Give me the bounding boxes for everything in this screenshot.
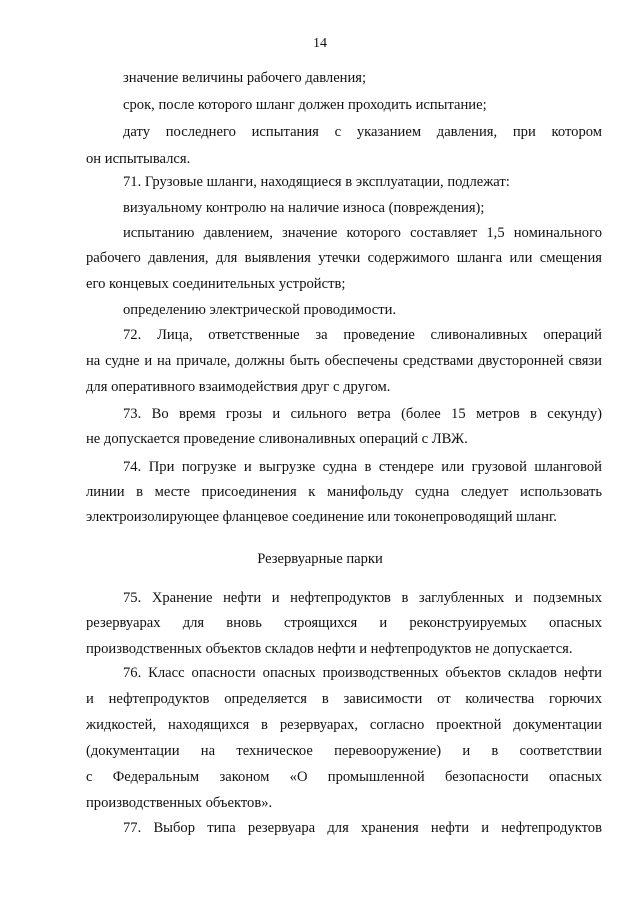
text-line: определению электрической проводимости. — [123, 302, 397, 318]
text-line: 72. Лица, ответственные за проведение сливоналивных операций — [123, 327, 602, 343]
text-line: (документации на техническое перевооружение) и в соответствии — [86, 743, 602, 759]
text-line: 76. Класс опасности опасных производственных объектов складов нефти — [123, 665, 602, 681]
text-line: испытанию давлением, значение которого составляет 1,5 номинального — [123, 225, 602, 241]
text-line: 77. Выбор типа резервуара для хранения нефти и нефтепродуктов — [123, 820, 602, 836]
text-line: 75. Хранение нефти и нефтепродуктов в заглубленных и подземных — [123, 590, 602, 606]
text-line: 73. Во время грозы и сильного ветра (более 15 метров в секунду) — [123, 406, 602, 422]
text-line: не допускается проведение сливоналивных операций с ЛВЖ. — [86, 431, 468, 447]
text-line: дату последнего испытания с указанием давления, при котором — [123, 124, 602, 140]
text-line: производственных объектов». — [86, 795, 273, 811]
page-number: 14 — [313, 36, 327, 51]
text-line: резервуарах для вновь строящихся и реконструируемых опасных — [86, 615, 602, 631]
text-line: его концевых соединительных устройств; — [86, 276, 346, 292]
text-line: с Федеральным законом «О промышленной безопасности опасных — [86, 769, 602, 785]
text-line: для оперативного взаимодействия друг с другом. — [86, 379, 391, 395]
text-line: визуальному контролю на наличие износа (повреждения); — [123, 200, 485, 216]
text-line: производственных объектов складов нефти и нефтепродуктов не допускается. — [86, 641, 573, 657]
text-line: 74. При погрузке и выгрузке судна в стендере или грузовой шланговой — [123, 459, 602, 475]
text-line: на судне и на причале, должны быть обеспечены средствами двусторонней связи — [86, 353, 602, 369]
text-line: срок, после которого шланг должен проходить испытание; — [123, 97, 487, 113]
text-line: линии в месте присоединения к манифольду судна следует использовать — [86, 484, 602, 500]
text-line: рабочего давления, для выявления утечки содержимого шланга или смещения — [86, 250, 602, 266]
text-line: и нефтепродуктов определяется в зависимости от количества горючих — [86, 691, 602, 707]
text-line: жидкостей, находящихся в резервуарах, согласно проектной документации — [86, 717, 602, 733]
section-heading: Резервуарные парки — [257, 551, 383, 567]
text-line: значение величины рабочего давления; — [123, 70, 367, 86]
text-line: электроизолирующее фланцевое соединение или токонепроводящий шланг. — [86, 509, 557, 525]
text-line: он испытывался. — [86, 151, 191, 167]
text-line: 71. Грузовые шланги, находящиеся в эксплуатации, подлежат: — [123, 174, 510, 190]
